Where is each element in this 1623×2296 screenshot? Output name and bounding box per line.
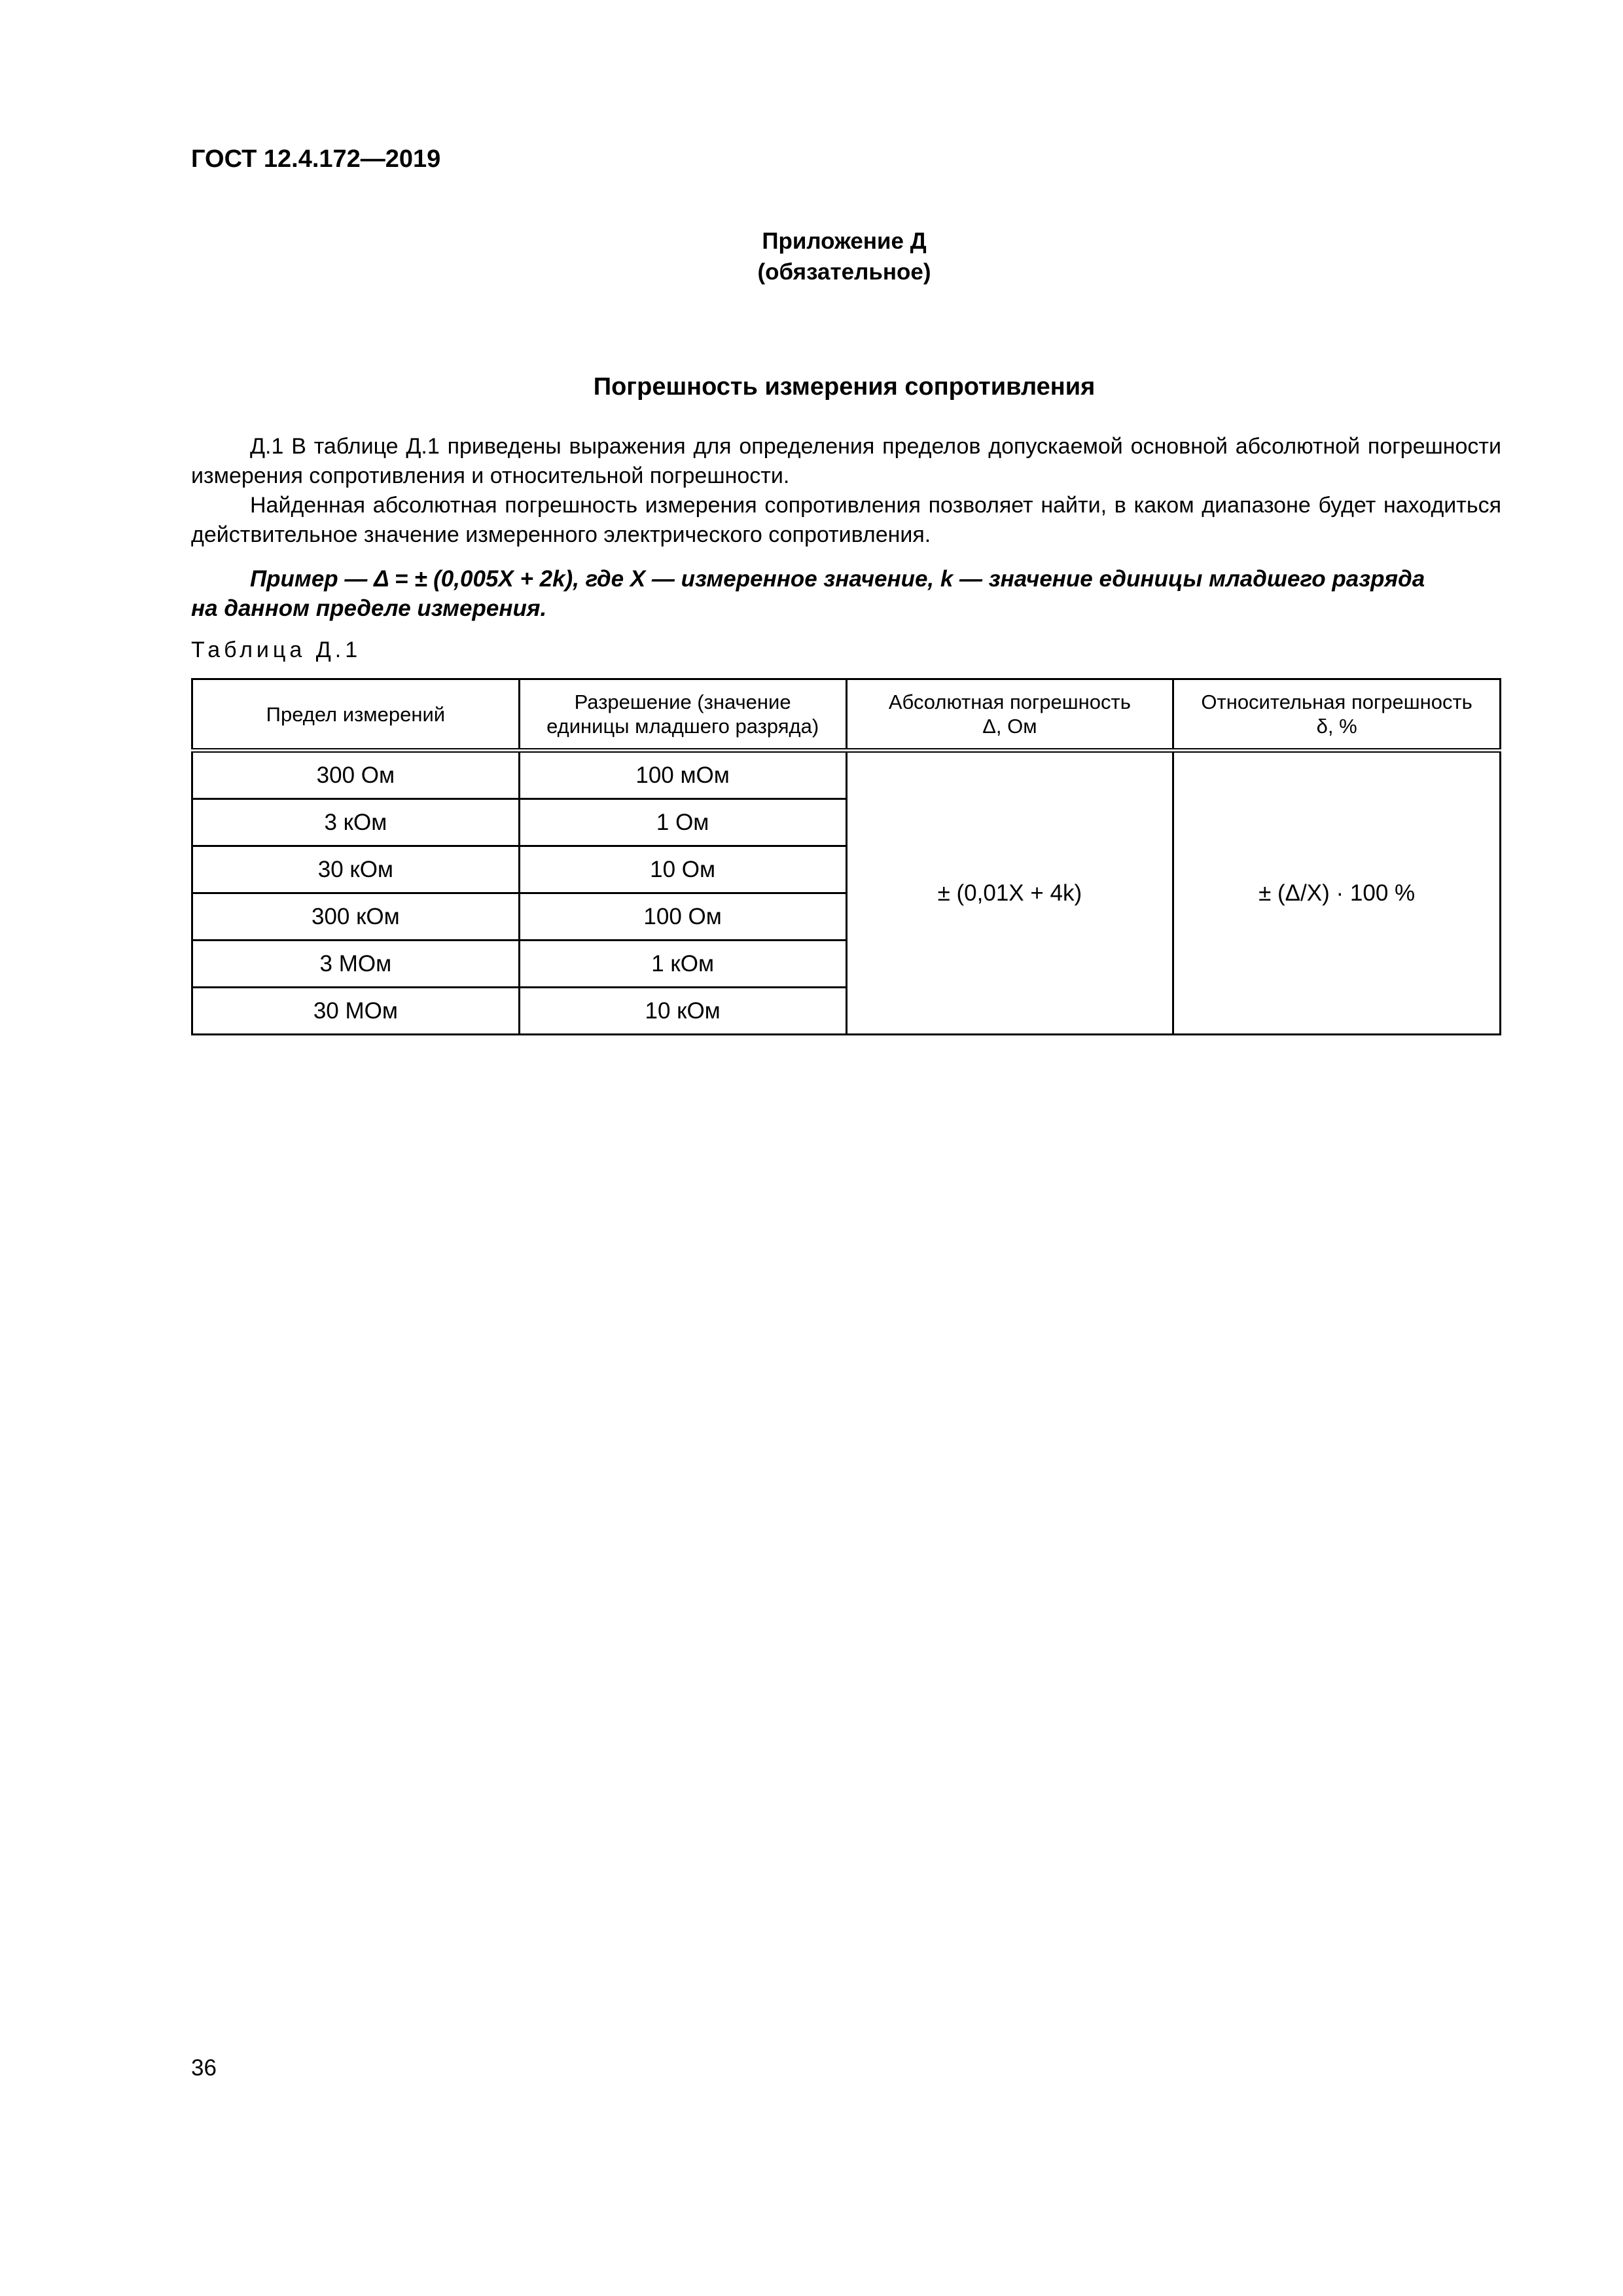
example-line-2: на данном пределе измерения. bbox=[191, 596, 547, 621]
cell-resolution: 10 кОм bbox=[519, 988, 846, 1035]
header-measurement-range: Предел измерений bbox=[192, 679, 520, 751]
document-code: ГОСТ 12.4.172—2019 bbox=[191, 145, 441, 173]
header-relative-error: Относительная погрешность δ, % bbox=[1173, 679, 1501, 751]
paragraph-d1-continued-text: Найденная абсолютная погрешность измерения сопротивления позволяет найти, в каком диапазоне будет находиться действительное значение измеренного электрического сопротивления. bbox=[191, 493, 1501, 547]
table-row bbox=[192, 751, 1501, 799]
cell-resolution: 1 Ом bbox=[519, 799, 846, 846]
cell-range: 300 Ом bbox=[192, 751, 520, 799]
cell-range: 30 кОм bbox=[192, 846, 520, 893]
appendix-status: (обязательное) bbox=[757, 259, 931, 285]
example-note bbox=[191, 564, 1501, 623]
cell-resolution: 100 Ом bbox=[519, 893, 846, 941]
error-table bbox=[191, 678, 1501, 1035]
cell-resolution: 10 Ом bbox=[519, 846, 846, 893]
header-absolute-error: Абсолютная погрешность Δ, Ом bbox=[846, 679, 1173, 751]
section-title: Погрешность измерения сопротивления bbox=[593, 373, 1096, 401]
example-line-1: Пример — Δ = ± (0,005X + 2k), где X — измеренное значение, k — значение единицы младшего разряда bbox=[250, 566, 1425, 592]
appendix-heading bbox=[0, 226, 1623, 287]
page-number: 36 bbox=[191, 2055, 217, 2081]
appendix-title: Приложение Д bbox=[762, 228, 927, 254]
cell-range: 30 МОм bbox=[192, 988, 520, 1035]
cell-resolution: 100 мОм bbox=[519, 751, 846, 799]
paragraph-d1-continued bbox=[191, 491, 1501, 550]
cell-range: 3 кОм bbox=[192, 799, 520, 846]
paragraph-d1 bbox=[191, 432, 1501, 491]
cell-resolution: 1 кОм bbox=[519, 941, 846, 988]
header-resolution: Разрешение (значение единицы младшего разряда) bbox=[519, 679, 846, 751]
cell-absolute-error: ± (0,01X + 4k) bbox=[846, 751, 1173, 1035]
cell-range: 300 кОм bbox=[192, 893, 520, 941]
table-header-row bbox=[192, 679, 1501, 751]
cell-range: 3 МОм bbox=[192, 941, 520, 988]
table-caption: Таблица Д.1 bbox=[191, 637, 362, 662]
cell-relative-error: ± (Δ/X) · 100 % bbox=[1173, 751, 1501, 1035]
paragraph-d1-text: Д.1 В таблице Д.1 приведены выражения для определения пределов допускаемой основной абсолютной погрешности измерения сопротивления и относительной погрешности. bbox=[191, 434, 1501, 488]
